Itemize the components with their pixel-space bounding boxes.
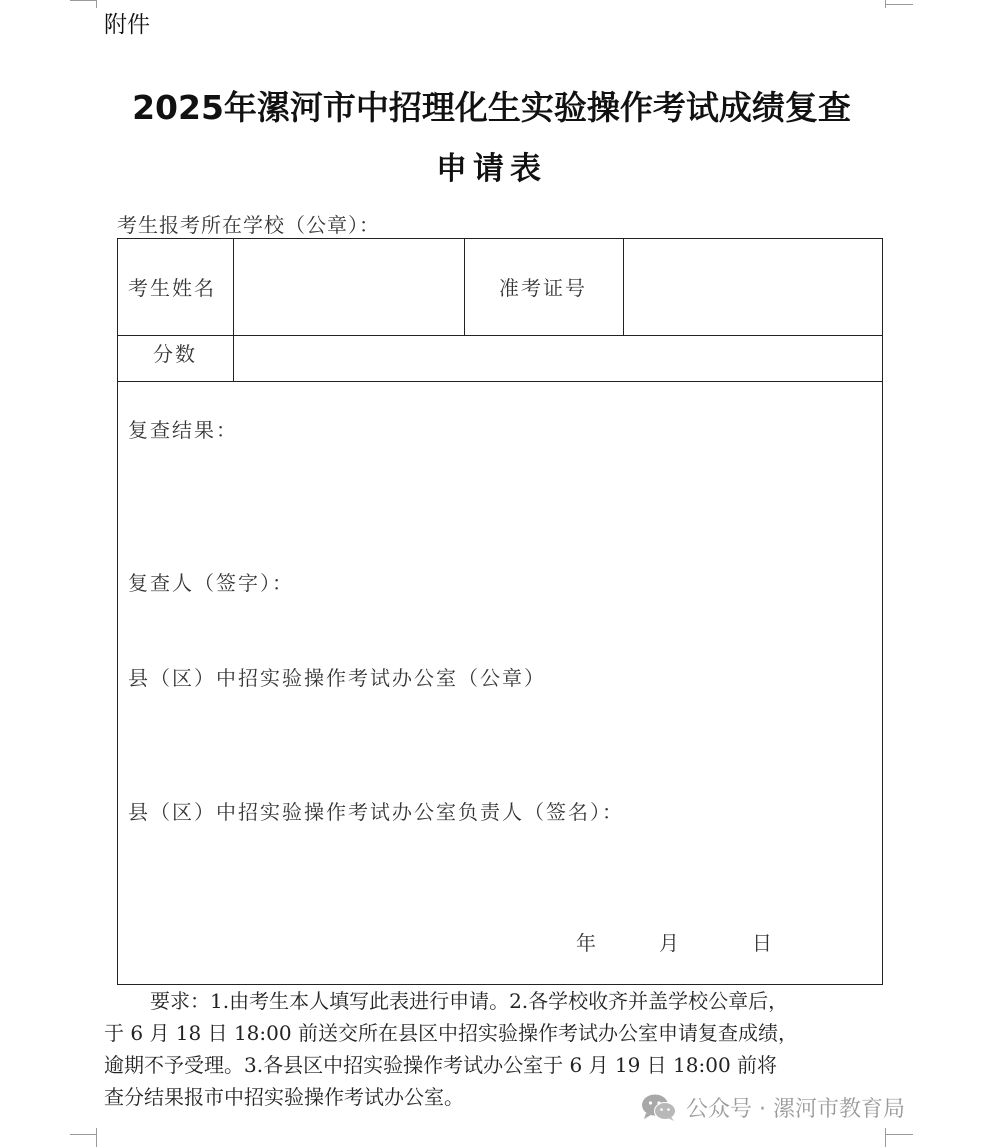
watermark-text: 公众号 · 漯河市教育局 xyxy=(686,1097,905,1122)
crop-mark xyxy=(885,1128,886,1147)
requirements-line: 于 6 月 18 日 18:00 前送交所在县区中招实验操作考试办公室申请复查成绩， xyxy=(104,1021,798,1045)
review-result-label: 复查结果： xyxy=(128,418,238,442)
student-name-label: 考生姓名 xyxy=(128,276,216,300)
document-subtitle: 申请表 xyxy=(436,151,547,187)
ticket-number-field[interactable] xyxy=(624,239,882,335)
school-seal-label: 考生报考所在学校（公章）： xyxy=(117,213,380,237)
date-month-label: 月 xyxy=(659,931,681,955)
row-divider xyxy=(118,381,882,382)
crop-mark xyxy=(96,1128,97,1147)
office-seal-label: 县（区）中招实验操作考试办公室（公章） xyxy=(128,666,546,690)
crop-mark xyxy=(70,0,96,1)
column-divider xyxy=(464,239,465,335)
ticket-number-label: 准考证号 xyxy=(499,276,587,300)
crop-mark xyxy=(885,1134,913,1135)
attachment-label: 附件 xyxy=(104,12,150,38)
crop-mark xyxy=(96,0,97,8)
date-year-label: 年 xyxy=(576,931,598,955)
requirements-line: 查分结果报市中招实验操作考试办公室。 xyxy=(104,1085,464,1109)
wechat-watermark xyxy=(640,1092,905,1123)
document-title: 2025年漯河市中招理化生实验操作考试成绩复查 xyxy=(132,88,851,127)
student-name-field[interactable] xyxy=(234,239,464,335)
reviewer-signature-label: 复查人（签字）： xyxy=(128,571,294,595)
requirements-line: 要求：1.由考生本人填写此表进行申请。2.各学校收齐并盖学校公章后， xyxy=(150,989,789,1013)
score-field[interactable] xyxy=(234,336,882,381)
application-form-table xyxy=(117,238,883,985)
crop-mark xyxy=(70,1134,96,1135)
requirements-line: 逾期不予受理。3.各县区中招实验操作考试办公室于 6 月 19 日 18:00 前将 xyxy=(104,1053,778,1077)
score-label: 分数 xyxy=(153,342,197,366)
crop-mark xyxy=(885,4,913,5)
office-head-signature-label: 县（区）中招实验操作考试办公室负责人（签名）： xyxy=(128,800,624,824)
date-day-label: 日 xyxy=(752,931,774,955)
wechat-icon xyxy=(640,1093,678,1123)
